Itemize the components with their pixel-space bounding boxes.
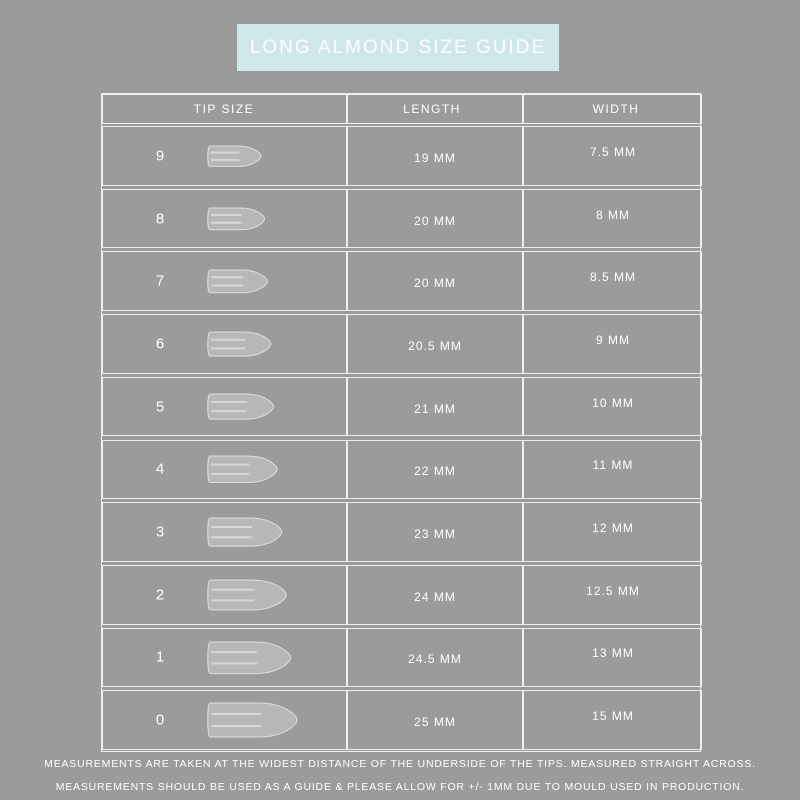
header-cell	[523, 94, 702, 124]
title-banner	[237, 24, 559, 71]
width-value: 8.5 MM	[589, 270, 637, 285]
width-value: 8 MM	[596, 207, 630, 222]
page-title: LONG ALMOND SIZE GUIDE	[249, 36, 547, 58]
header-cell	[347, 94, 523, 124]
length-value: 20 MM	[414, 276, 456, 291]
tip-size-number: 1	[155, 648, 165, 666]
width-value: 12.5 MM	[586, 583, 640, 598]
tip-size-number: 6	[155, 335, 165, 353]
almond-tip-icon	[205, 392, 276, 421]
tip-size-number: 4	[155, 460, 165, 478]
almond-tip-icon	[205, 516, 284, 548]
footer-note-1: MEASUREMENTS ARE TAKEN AT THE WIDEST DISTANCE OF THE UNDERSIDE OF THE TIPS. MEASURED STRAIGHT ACROSS.	[44, 758, 756, 770]
tip-size-number: 7	[155, 272, 165, 290]
width-value: 13 MM	[592, 646, 634, 661]
length-value: 23 MM	[414, 527, 456, 542]
tip-size-number: 5	[155, 398, 165, 416]
header-width: WIDTH	[592, 102, 640, 116]
length-value: 19 MM	[414, 150, 456, 165]
header-cell	[102, 94, 347, 124]
almond-tip-icon	[205, 640, 293, 676]
width-value: 12 MM	[592, 521, 634, 536]
width-value: 11 MM	[592, 458, 634, 473]
almond-tip-icon	[205, 701, 299, 739]
tip-size-number: 9	[155, 147, 165, 165]
tip-size-number: 0	[155, 711, 165, 729]
tip-size-number: 2	[155, 586, 165, 604]
length-value: 20 MM	[414, 213, 456, 228]
width-value: 7.5 MM	[589, 144, 637, 159]
almond-tip-icon	[205, 578, 288, 612]
footer-note-2: MEASUREMENTS SHOULD BE USED AS A GUIDE & PLEASE ALLOW FOR +/- 1MM DUE TO MOULD USED IN PRODUCTION.	[55, 781, 745, 793]
size-guide-table	[101, 93, 701, 752]
almond-tip-icon	[205, 206, 267, 232]
almond-tip-icon	[205, 144, 263, 168]
almond-tip-icon	[205, 330, 273, 358]
length-value: 24.5 MM	[408, 652, 462, 667]
tip-size-number: 3	[155, 523, 165, 541]
width-value: 15 MM	[592, 709, 634, 724]
length-value: 24 MM	[414, 589, 456, 604]
length-value: 20.5 MM	[408, 338, 462, 353]
width-value: 10 MM	[592, 395, 634, 410]
header-length: LENGTH	[403, 102, 461, 116]
tip-size-number: 8	[155, 210, 165, 228]
almond-tip-icon	[205, 454, 279, 485]
header-tip-size: TIP SIZE	[193, 102, 255, 116]
width-value: 9 MM	[596, 332, 630, 347]
length-value: 21 MM	[414, 401, 456, 416]
length-value: 25 MM	[414, 715, 456, 730]
length-value: 22 MM	[414, 464, 456, 479]
almond-tip-icon	[205, 268, 269, 295]
